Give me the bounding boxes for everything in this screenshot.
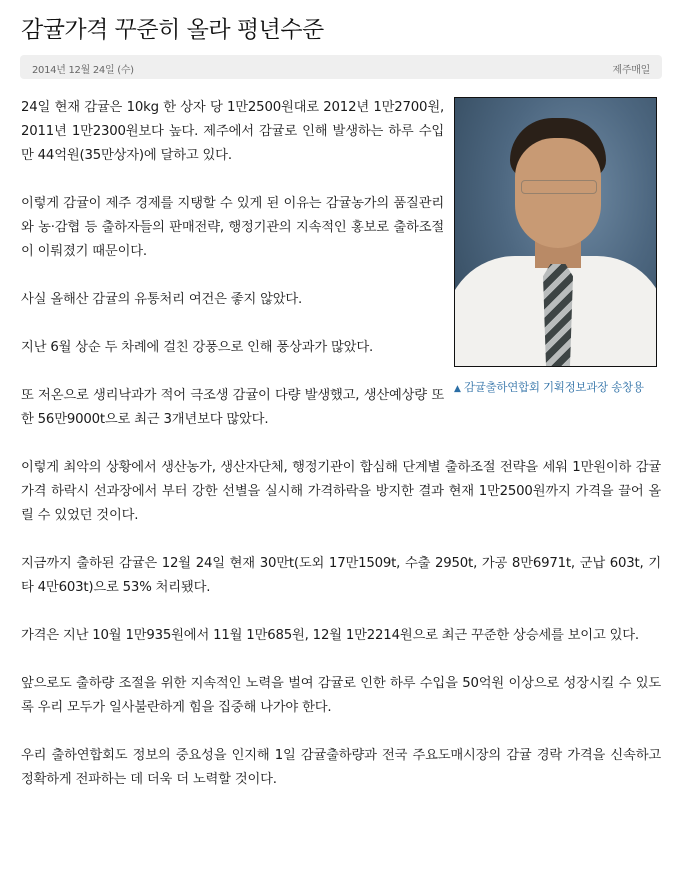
paragraph: 가격은 지난 10월 1만935원에서 11월 1만685원, 12월 1만2214원으로 최근 꾸준한 상승세를 보이고 있다. <box>21 628 639 643</box>
article-body <box>21 96 661 816</box>
article-title: 감귤가격 꾸준히 올라 평년수준 <box>21 17 324 43</box>
paragraph: 이렇게 감귤이 제주 경제를 지탱할 수 있게 된 이유는 감귤농가의 품질관리와 농·감협 등 출하자들의 판매전략, 행정기관의 지속적인 홍보로 출하조절이 이뤄졌기 때문이다. <box>21 196 444 259</box>
paragraph: 앞으로도 출하량 조절을 위한 지속적인 노력을 벌여 감귤로 인한 하루 수입을 50억원 이상으로 성장시킬 수 있도록 우리 모두가 일사불란하게 힘을 집중해 나가야 한다. <box>21 676 661 715</box>
triangle-up-icon: ▲ <box>454 384 461 394</box>
paragraph: 또 저온으로 생리낙과가 적어 극조생 감귤이 다량 발생했고, 생산예상량 또한 56만9000t으로 최근 3개년보다 많았다. <box>21 388 444 427</box>
publication-source[interactable]: 제주매일 <box>612 65 650 76</box>
paragraph: 지금까지 출하된 감귤은 12월 24일 현재 30만t(도외 17만1509t, 수출 2950t, 가공 8만6971t, 군납 603t, 기타 4만603t)으로 53% 처리됐다. <box>21 556 661 595</box>
photo-figure <box>454 97 657 395</box>
publish-date: 2014년 12월 24일 (수) <box>32 65 134 76</box>
paragraph: 사실 올해산 감귤의 유통처리 여건은 좋지 않았다. <box>21 292 303 307</box>
article-meta-bar <box>20 55 662 79</box>
necktie <box>543 264 573 366</box>
paragraph: 우리 출하연합회도 정보의 중요성을 인지해 1일 감귤출하량과 전국 주요도매시장의 감귤 경락 가격을 신속하고 정확하게 전파하는 데 더욱 더 노력할 것이다. <box>21 748 661 787</box>
portrait-photo-icon[interactable] <box>454 97 657 367</box>
paragraph: 지난 6월 상순 두 차례에 걸친 강풍으로 인해 풍상과가 많았다. <box>21 340 374 355</box>
photo-caption-text: 감귤출하연합회 기획정보과장 송창용 <box>463 380 644 394</box>
photo-caption <box>454 381 657 395</box>
paragraph: 24일 현재 감귤은 10kg 한 상자 당 1만2500원대로 2012년 1만2700원, 2011년 1만2300원보다 높다. 제주에서 감귤로 인해 발생하는 하루 수입만 44억원(35만상자)에 달하고 있다. <box>21 100 444 163</box>
paragraph: 이렇게 최악의 상황에서 생산농가, 생산자단체, 행정기관이 합심해 단계별 출하조절 전략을 세워 1만원이하 감귤가격 하락시 선과장에서 부터 강한 선별을 실시해 가격하락을 방지한 결과 현재 1만2500원까지 가격을 끌어 올릴 수 있었던 것이다. <box>21 460 661 523</box>
